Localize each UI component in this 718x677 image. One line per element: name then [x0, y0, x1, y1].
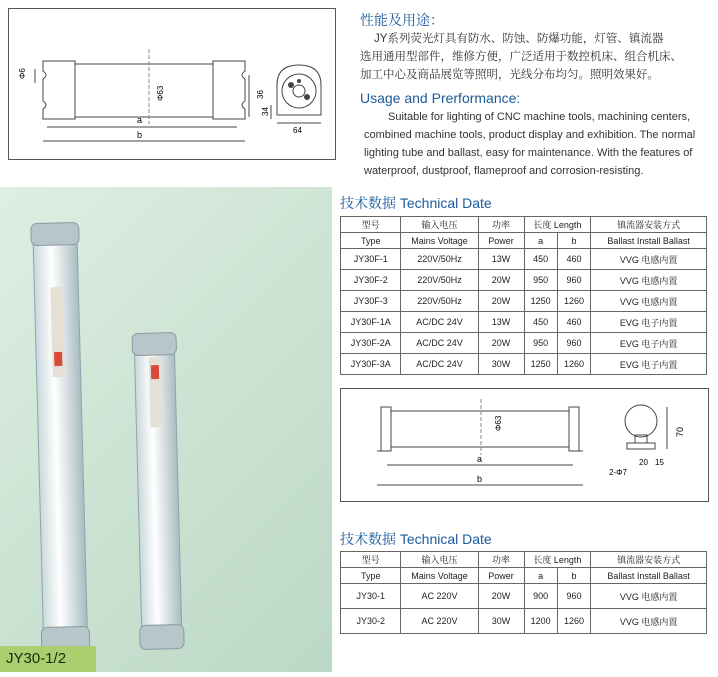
cell: 960 — [557, 584, 590, 609]
cell: 1250 — [524, 291, 557, 312]
intro-text-en — [364, 108, 716, 180]
cell: JY30F-3A — [341, 354, 401, 375]
intro-cn-line-1: JY系列荧光灯具有防水、防蚀、防爆功能，灯管、镇流器 — [374, 33, 664, 45]
dim2-15: 15 — [655, 458, 664, 467]
cell: 960 — [557, 270, 590, 291]
cell: AC/DC 24V — [401, 333, 478, 354]
th-power-en: Power — [478, 568, 524, 584]
intro-en-line-2: combined machine tools, product display and exhibition. The normal — [364, 129, 696, 141]
product-photo — [0, 187, 332, 672]
table-row — [341, 609, 707, 634]
intro-text-cn — [360, 30, 712, 84]
cell: EVG 电子内置 — [591, 354, 707, 375]
dim2-a: a — [477, 454, 483, 464]
th-ballast-en: Ballast Install Ballast — [591, 568, 707, 584]
cell: 30W — [478, 609, 524, 634]
dim-a: a — [137, 115, 143, 125]
intro-cn-line-3: 加工中心及商品展览等照明，光线分布均匀。照明效果好。 — [360, 69, 659, 81]
table-row — [341, 312, 707, 333]
cell: 20W — [478, 270, 524, 291]
dim2-holes: 2-Φ7 — [609, 468, 627, 477]
cell: AC/DC 24V — [401, 312, 478, 333]
cell: 960 — [557, 333, 590, 354]
cell: 1260 — [557, 354, 590, 375]
cell: EVG 电子内置 — [591, 333, 707, 354]
th-length: 长度 Length — [524, 217, 591, 233]
photo-caption: JY30-1/2 — [0, 646, 96, 672]
dim2-70: 70 — [675, 426, 685, 437]
cell: VVG 电感内置 — [591, 291, 707, 312]
dim-64: 64 — [293, 126, 302, 135]
th-b: b — [557, 233, 590, 249]
th-power-cn: 功率 — [478, 552, 524, 568]
dim2-phi63: Φ63 — [494, 415, 503, 431]
th-model-en: Type — [341, 233, 401, 249]
cell: JY30-1 — [341, 584, 401, 609]
th-a: a — [524, 233, 557, 249]
cell: 1260 — [557, 609, 590, 634]
table1-title: 技术数据 Technical Date — [340, 195, 492, 211]
th-power-cn: 功率 — [478, 217, 524, 233]
cell: 20W — [478, 333, 524, 354]
th-model-cn: 型号 — [341, 217, 401, 233]
cell: AC/DC 24V — [401, 354, 478, 375]
cell: 950 — [524, 270, 557, 291]
table-row — [341, 333, 707, 354]
cell: 220V/50Hz — [401, 270, 478, 291]
th-voltage-cn: 输入电压 — [401, 217, 478, 233]
cell: 460 — [557, 249, 590, 270]
cell: JY30F-1 — [341, 249, 401, 270]
table-row — [341, 270, 707, 291]
th-length: 长度 Length — [524, 552, 591, 568]
dim2-b: b — [477, 474, 483, 484]
spec-table-1 — [340, 216, 707, 375]
cell: 1260 — [557, 291, 590, 312]
intro-title-en: Usage and Prerformance: — [360, 90, 521, 106]
cell: 1200 — [524, 609, 557, 634]
cell: VVG 电感内置 — [591, 270, 707, 291]
cell: JY30F-2 — [341, 270, 401, 291]
cell: 450 — [524, 249, 557, 270]
drawing-1-svg — [9, 9, 335, 159]
th-model-en: Type — [341, 568, 401, 584]
cell: 220V/50Hz — [401, 249, 478, 270]
dim-b: b — [137, 130, 143, 140]
cell: JY30F-3 — [341, 291, 401, 312]
dim-34: 34 — [261, 107, 270, 116]
cell: AC 220V — [401, 584, 478, 609]
cell: VVG 电感内置 — [591, 584, 707, 609]
cell: 1250 — [524, 354, 557, 375]
th-ballast-cn: 镇流器安装方式 — [591, 552, 707, 568]
intro-title-cn: 性能及用途： — [360, 12, 444, 28]
dimension-drawing-1 — [8, 8, 336, 160]
intro-en-line-4: waterproof, dustproof, flameproof and corrosion-resisting. — [364, 165, 644, 177]
cell: 450 — [524, 312, 557, 333]
cell: JY30F-1A — [341, 312, 401, 333]
cell: 220V/50Hz — [401, 291, 478, 312]
cell: VVG 电感内置 — [591, 249, 707, 270]
cell: AC 220V — [401, 609, 478, 634]
product-photo-svg — [0, 187, 332, 672]
cell: 13W — [478, 249, 524, 270]
th-b: b — [557, 568, 590, 584]
cell: VVG 电感内置 — [591, 609, 707, 634]
table-row — [341, 249, 707, 270]
dimension-drawing-2 — [340, 388, 709, 502]
cell: 20W — [478, 584, 524, 609]
cell: JY30-2 — [341, 609, 401, 634]
table-row — [341, 291, 707, 312]
drawing-2-svg — [341, 389, 708, 501]
cell: 20W — [478, 291, 524, 312]
table-row — [341, 354, 707, 375]
dim2-20: 20 — [639, 458, 648, 467]
spec-table-2 — [340, 551, 707, 634]
table-row — [341, 584, 707, 609]
dim-phi6: Φ6 — [18, 68, 27, 79]
table2-title: 技术数据 Technical Date — [340, 531, 492, 547]
cell: EVG 电子内置 — [591, 312, 707, 333]
dim-36: 36 — [256, 90, 265, 99]
th-a: a — [524, 568, 557, 584]
th-ballast-en: Ballast Install Ballast — [591, 233, 707, 249]
th-power-en: Power — [478, 233, 524, 249]
th-voltage-en: Mains Voltage — [401, 568, 478, 584]
cell: 950 — [524, 333, 557, 354]
cell: 900 — [524, 584, 557, 609]
th-ballast-cn: 镇流器安装方式 — [591, 217, 707, 233]
intro-cn-line-2: 选用通用型部件，维修方便，广泛适用于数控机床、组合机床、 — [360, 51, 682, 63]
th-voltage-cn: 输入电压 — [401, 552, 478, 568]
intro-en-line-1: Suitable for lighting of CNC machine tools, machining centers, — [388, 111, 691, 123]
cell: 13W — [478, 312, 524, 333]
th-voltage-en: Mains Voltage — [401, 233, 478, 249]
intro-en-line-3: lighting tube and ballast, easy for maintenance. With the features of — [364, 147, 693, 159]
th-model-cn: 型号 — [341, 552, 401, 568]
cell: 30W — [478, 354, 524, 375]
dim-phi63-side: Φ63 — [156, 85, 165, 101]
cell: 460 — [557, 312, 590, 333]
cell: JY30F-2A — [341, 333, 401, 354]
